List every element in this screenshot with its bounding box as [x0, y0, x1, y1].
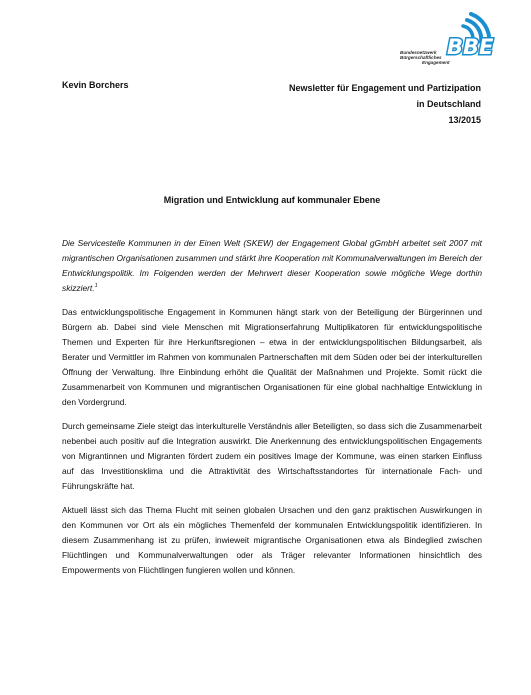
newsletter-header	[289, 80, 481, 128]
logo-letters: BBE	[447, 35, 494, 59]
author-name: Kevin Borchers	[62, 80, 129, 90]
intro-text: Die Servicestelle Kommunen in der Einen Welt (SKEW) der Engagement Global gGmbH arbeitet seit 2007 mit migrantischen Organisationen zusammen und stärkt ihre Kooperation mit Kommunalverwaltungen im Bereich der Entwicklungspolitik. Im Folgenden werden der Mehrwert dieser Kooperation sowie mögliche Wege dorthin skizziert.	[62, 238, 482, 293]
paragraph-3: Aktuell lässt sich das Thema Flucht mit seinen globalen Ursachen und den ganz praktischen Auswirkungen in den Kommunen vor Ort als ein mögliches Themenfeld der kommunalen Entwicklungspolitik identifizieren. In diesem Zusammenhang ist zu prüfen, inwieweit migrantische Organisationen etwa als Bindeglied zwischen Flüchtlingen und Kommunalverwaltungen oder als Träger relevanter Informationen hinsichtlich des Empowerments von Flüchtlingen fungieren wollen und können.	[62, 505, 482, 575]
paragraph-2: Durch gemeinsame Ziele steigt das interkulturelle Verständnis aller Beteiligten, so dass sich die Zusammenarbeit nebenbei auch positiv auf die Integration auswirkt. Die Anerkennung des entwicklungspolitischen Engagements von Migrantinnen und Migranten fördert zudem ein positives Image der Kommune, was einen starken Einfluss auf das Investitionsklima und die Attraktivität des Wirtschaftsstandortes für internationale Fach- und Führungskräfte hat.	[62, 421, 482, 491]
logo-caption-line-2: Bürgerschaftliches	[400, 55, 442, 60]
footnote-marker[interactable]: 1	[94, 283, 98, 290]
paragraph-1: Das entwicklungspolitische Engagement in Kommunen hängt stark von der Beteiligung der Bürgerinnen und Bürgern ab. Dabei sind viele Menschen mit Migrationserfahrung Multiplikatoren für entwicklungspolitische Themen und Experten für ihre Herkunftsregionen – etwa in der entwicklungspolitischen Bildungsarbeit, als Berater und Vermittler im Rahmen von kommunalen Partnerschaften mit dem Süden oder bei der interkulturellen Öffnung der Verwaltung. Ihre Einbindung erhöht die Qualität der Maßnahmen und Projekte. Somit rückt die Zusammenarbeit von Kommunen und migrantischen Organisationen für eine global nachhaltige Entwicklung in den Vordergrund.	[62, 307, 482, 407]
newsletter-title-line-2: in Deutschland	[416, 99, 481, 109]
intro-paragraph	[62, 236, 482, 296]
article-title: Migration und Entwicklung auf kommunaler Ebene	[163, 195, 381, 205]
logo-caption	[400, 50, 480, 65]
newsletter-title-line-1: Newsletter für Engagement und Partizipation	[288, 83, 481, 93]
issue-number: 13/2015	[448, 115, 481, 125]
article-body	[62, 236, 482, 587]
logo-caption-line-3: Engagement	[422, 60, 450, 65]
logo-caption-line-1: Bundesnetzwerk	[400, 50, 437, 55]
